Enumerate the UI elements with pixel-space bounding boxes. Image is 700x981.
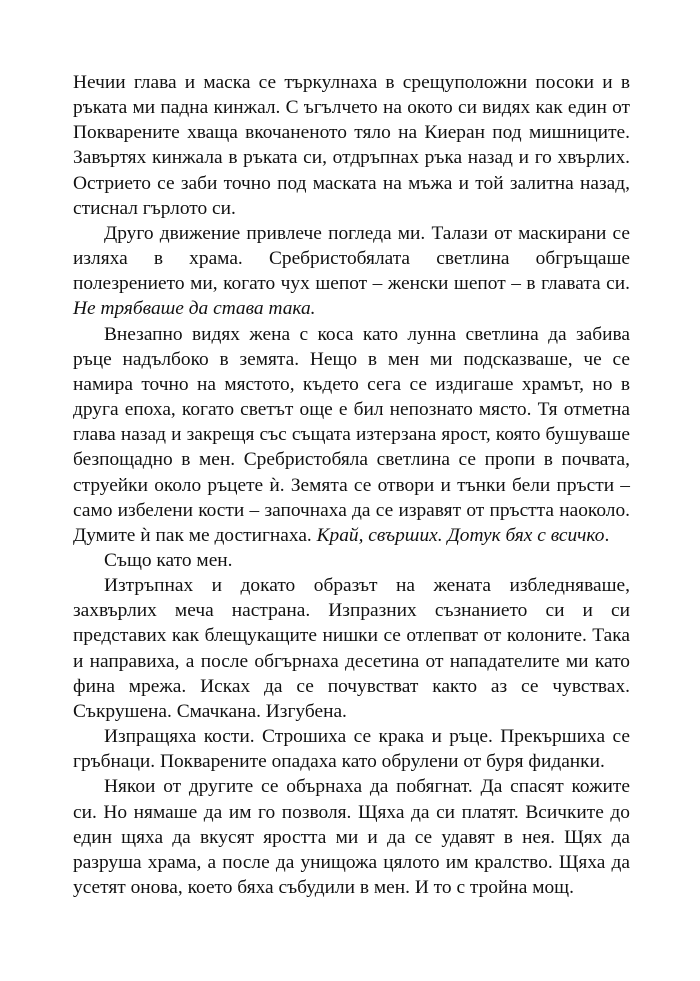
paragraph xyxy=(73,573,630,724)
italic-thought: Не трябваше да става така. xyxy=(73,298,316,320)
italic-thought: Край, свърших. Дотук бях с всичко xyxy=(316,524,605,546)
paragraph-text: Изтръпнах и докато образът на жената избледняваше, захвърлих меча настрана. Изпразних съзнанието си и си представих как блещукащите нишки се отлепват от колоните. Така и направиха, а после обгърнаха десетина от нападателите ми като фина мрежа. Исках да се почувстват както аз се чувствах. Съкрушена. Смачкана. Изгубена. xyxy=(73,575,630,722)
paragraph-text: Нечии глава и маска се търкулнаха в срещуположни посоки и в ръката ми падна кинжал. С ъгълчето на окото си видях как един от Покварените хваща вкочаненото тяло на Киеран под мишниците. Завъртях кинжала в ръката си, отдръпнах ръка назад и го хвърлих. Острието се заби точно под маската на мъжа и той залитна назад, стиснал гърлото си. xyxy=(73,72,630,219)
paragraph-text: Внезапно видях жена с коса като лунна светлина да забива ръце надълбоко в земята. Нещо в мен ми подсказваше, че се намира точно на мястото, където сега се издигаше храмът, но в друга епоха, когато светът още е бил непознато място. Тя отметна глава назад и закрещя със същата изтерзана ярост, която бушуваше безпощадно в мен. Сребристобяла светлина се пропи в почвата, струейки около ръцете ѝ. Земята се отвори и тънки бели пръсти – само избелени кости – започнаха да се изравят от пръстта наоколо. Думите ѝ пак ме достигнаха. xyxy=(73,323,630,546)
paragraph xyxy=(73,221,630,322)
paragraph-text: Някои от другите се обърнаха да побягнат. Да спасят кожите си. Но нямаше да им го позволя. Щяха да си платят. Всичките до един щяха да вкусят яростта ми и да се удавят в нея. Щях да разруша храма, а после да унищожа цялото им кралство. Щяха да усетят онова, което бяха събудили в мен. И то с тройна мощ. xyxy=(73,776,630,898)
page-text xyxy=(73,70,630,900)
paragraph xyxy=(73,548,630,573)
paragraph-text: Също като мен. xyxy=(104,549,233,571)
paragraph xyxy=(73,70,630,221)
paragraph-text: Друго движение привлече погледа ми. Талази от маскирани се изляха в храма. Сребристобялата светлина обгръщаше полезрението ми, когато чух шепот – женски шепот – в главата си. xyxy=(73,222,630,295)
paragraph xyxy=(73,322,630,548)
paragraph xyxy=(73,724,630,774)
paragraph xyxy=(73,774,630,900)
punctuation: . xyxy=(604,524,610,546)
paragraph-text: Изпращяха кости. Строшиха се крака и ръце. Прекършиха се гръбнаци. Покварените опадаха като обрулени от буря фиданки. xyxy=(73,726,630,773)
